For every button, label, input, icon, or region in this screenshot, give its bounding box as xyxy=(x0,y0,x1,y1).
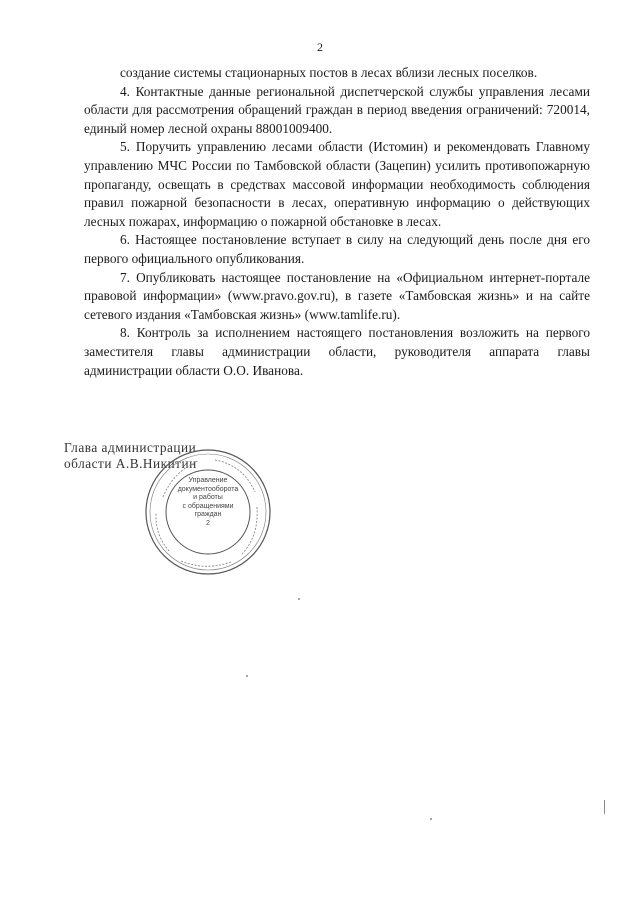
stamp-line: граждан xyxy=(194,511,222,519)
paragraph-7: 7. Опубликовать настоящее постановление на «Официальном интернет-портале правовой информации» (www.pravo.gov.ru), в газете «Тамбовская жизнь» и на сайте сетевого издания «Тамбовская жизнь» (www.tamlife.ru). xyxy=(84,269,590,322)
paragraph-8: 8. Контроль за исполнением настоящего постановления возложить на первого заместителя главы администрации области, руководителя аппарата главы администрации области О.О. Иванова. xyxy=(84,325,590,378)
stamp-inner-text xyxy=(169,477,247,529)
stamp-line: 2 xyxy=(206,519,210,527)
document-body xyxy=(84,64,590,380)
stamp-line: документооборота xyxy=(177,485,239,493)
paragraph-4: 4. Контактные данные региональной диспетчерской службы управления лесами области для рассмотрения обращений граждан в период введения ограничений: 720014, единый номер лесной охраны 88001009400. xyxy=(84,83,590,136)
scan-speck xyxy=(430,818,432,820)
official-stamp xyxy=(143,447,273,577)
signature-title: Глава администрации xyxy=(64,440,197,455)
page-number: 2 xyxy=(317,40,323,54)
signature-name: области А.В.Никитин xyxy=(64,456,197,471)
stamp-line: Управление xyxy=(188,477,228,484)
paragraph-continuation: создание системы стационарных постов в лесах вблизи лесных поселков. xyxy=(120,65,538,80)
stamp-line: и работы xyxy=(193,494,223,502)
scan-speck xyxy=(246,675,248,677)
scan-speck xyxy=(298,598,300,600)
stamp-line: с обращениями xyxy=(182,502,234,510)
scan-speck xyxy=(604,800,605,814)
paragraph-5: 5. Поручить управлению лесами области (Истомин) и рекомендовать Главному управлению МЧС России по Тамбовской области (Зацепин) усилить противопожарную пропаганду, освещать в средствах массовой информации необходимость соблюдения правил пожарной безопасности в лесах, оперативную информацию о действующих лесных пожарах, информацию о пожарной обстановке в лесах. xyxy=(84,139,590,229)
paragraph-6: 6. Настоящее постановление вступает в силу на следующий день после дня его первого официального опубликования. xyxy=(84,232,590,266)
